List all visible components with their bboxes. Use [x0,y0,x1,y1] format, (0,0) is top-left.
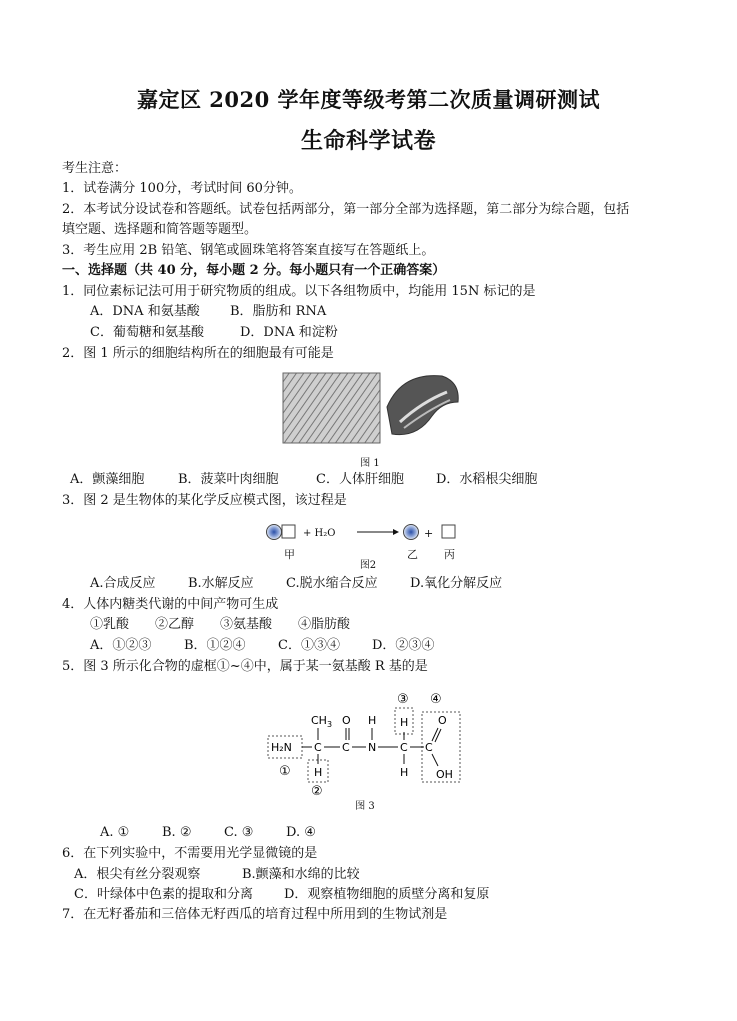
paper-subtitle: 生命科学试卷 [300,128,436,154]
atom-n: N [368,741,377,754]
atom-oh: OH [436,768,453,781]
q3-option-d: D.氧化分解反应 [410,576,503,591]
q4-option-c: C．①③④ [278,638,340,653]
notice-item-2: 2．本考试分设试卷和答题纸。试卷包括两部分，第一部分全部为选择题，第二部分为综合题，包括 [62,202,630,217]
plus-label: + [424,527,434,540]
figure-3-caption: 图 3 [355,801,375,812]
reactant-square [282,525,295,538]
q6-options-row1 [74,866,360,884]
mitochondrion-micrograph [283,373,380,443]
q1-option-b: B．脂肪和 RNA [230,304,327,319]
q2-option-a: A．颤藻细胞 [70,472,145,487]
q6-options-row2 [74,886,489,904]
figure-2-caption: 图2 [359,560,377,571]
atom-h-bottom: H [400,766,409,779]
figure-1-micrographs [282,372,462,444]
figure-1-caption: 图 1 [360,458,380,469]
q3-option-a: A.合成反应 [90,576,156,591]
atom-h2n: H₂N [271,741,292,754]
q6-option-c: C．叶绿体中色素的提取和分离 [74,887,253,902]
q6-stem: 6．在下列实验中，不需要用光学显微镜的是 [62,846,318,861]
atom-o-carbonyl: O [342,714,351,727]
q5-option-a: A. ① [100,825,130,840]
atom-ch3-subscript: 3 [327,720,333,729]
q2-option-c: C．人体肝细胞 [316,472,404,487]
q5-option-b: B. ② [162,825,192,840]
label-yi: 乙 [407,548,418,561]
q3-options [90,575,502,593]
q4-items: ①乳酸 ②乙醇 ③氨基酸 ④脂肪酸 [90,617,351,632]
q5-option-d: D. ④ [286,825,316,840]
water-label: + H₂O [303,528,336,539]
bond-c4-o [432,728,438,741]
q3-option-b: B.水解反应 [188,576,254,591]
atom-c1: C [314,741,322,754]
notice-heading: 考生注意： [62,161,128,176]
notice-item-3: 3．考生应用 2B 铅笔、钢笔或圆珠笔将答案直接写在答题纸上。 [62,243,435,258]
atom-c4: C [425,741,433,754]
atom-h-amide: H [368,714,377,727]
section-heading: 一、选择题（共 40 分，每小题 2 分。每小题只有一个正确答案） [62,263,446,278]
q3-option-c: C.脱水缩合反应 [286,576,378,591]
q6-option-b: B.颤藻和水绵的比较 [242,867,360,882]
notice-item-2-cont: 填空题、选择题和简答题等题型。 [62,222,258,237]
atom-o-carboxyl: O [438,714,447,727]
label-jia: 甲 [284,548,295,561]
marker-4: ④ [430,692,442,707]
atom-c3: C [400,741,408,754]
q5-options [100,824,316,842]
marker-1: ① [279,764,291,779]
q4-stem: 4．人体内糖类代谢的中间产物可生成 [62,597,279,612]
figure-3-structure [262,688,472,798]
q7-stem: 7．在无籽番茄和三倍体无籽西瓜的培育过程中所用到的生物试剂是 [62,907,448,922]
q5-option-c: C. ③ [224,825,254,840]
q6-option-a: A．根尖有丝分裂观察 [74,867,201,882]
figure-2-reaction [265,520,465,544]
q4-option-a: A．①②③ [90,638,152,653]
exam-title: 嘉定区 2020 学年度等级考第二次质量调研测试 [136,87,601,112]
q2-option-d: D．水稻根尖细胞 [436,472,538,487]
reactant-circle [267,525,282,540]
q5-stem: 5．图 3 所示化合物的虚框①~④中，属于某一氨基酸 R 基的是 [62,659,428,674]
atom-h-box3: H [400,716,409,729]
product-circle [404,525,419,540]
q4-option-b: B．①②④ [184,638,246,653]
q1-options-row2 [90,324,338,342]
q2-option-b: B．菠菜叶肉细胞 [178,472,279,487]
q4-option-d: D．②③④ [372,638,435,653]
marker-2: ② [311,784,323,798]
q1-options-row1 [90,303,326,321]
q1-option-a: A．DNA 和氨基酸 [90,304,200,319]
atom-ch3: CH [311,714,327,727]
q1-option-d: D．DNA 和淀粉 [240,325,338,340]
marker-3: ③ [397,692,409,707]
notice-item-1: 1．试卷满分 100分，考试时间 60分钟。 [62,181,302,196]
q2-options [70,471,537,489]
q4-options [90,637,434,655]
label-bing: 丙 [444,548,455,561]
product-square [442,525,455,538]
q3-stem: 3．图 2 是生物体的某化学反应模式图，该过程是 [62,493,347,508]
atom-c2: C [342,741,350,754]
bond-c4-oh [432,754,438,766]
q6-option-d: D．观察植物细胞的质壁分离和复原 [284,887,490,902]
atom-h-box2: H [314,766,323,779]
q1-option-c: C．葡萄糖和氨基酸 [90,325,204,340]
q2-stem: 2．图 1 所示的细胞结构所在的细胞最有可能是 [62,346,334,361]
q1-stem: 1．同位素标记法可用于研究物质的组成。以下各组物质中，均能用 15N 标记的是 [62,284,536,299]
